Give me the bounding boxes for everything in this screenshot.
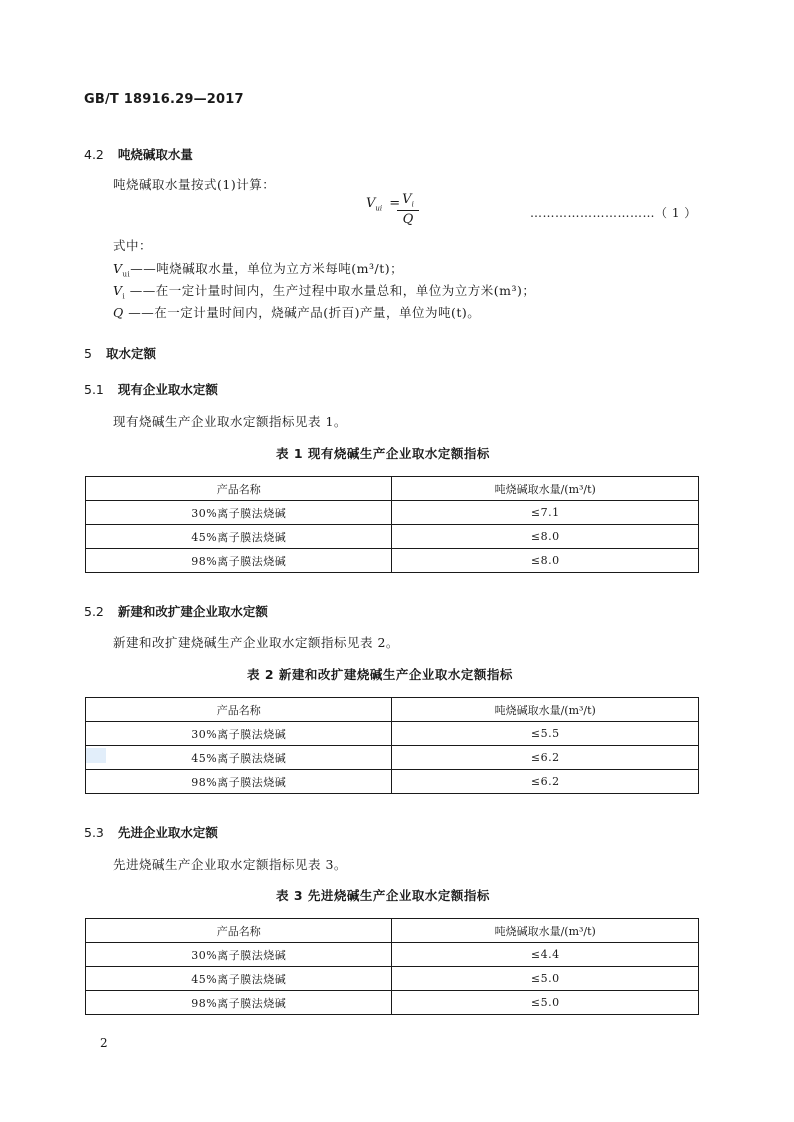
- column-header: 产品名称: [86, 477, 392, 501]
- section-heading-5: 5 取水定额: [84, 346, 156, 361]
- table-cell: ≤4.4: [392, 943, 699, 967]
- column-header: 吨烧碱取水量/(m³/t): [392, 919, 699, 943]
- table-cell: 30%离子膜法烧碱: [86, 722, 392, 746]
- column-header: 吨烧碱取水量/(m³/t): [392, 477, 699, 501]
- table-header-row: [86, 477, 699, 501]
- watermark-mark: [86, 748, 106, 763]
- section-text: 现有烧碱生产企业取水定额指标见表 1。: [113, 414, 347, 429]
- table-cell: ≤6.2: [392, 770, 699, 794]
- table-row: [86, 722, 699, 746]
- section-number: 4.2: [84, 147, 104, 162]
- table-header-row: [86, 919, 699, 943]
- table-header-row: [86, 698, 699, 722]
- page-number: 2: [100, 1036, 108, 1050]
- table-cell: 45%离子膜法烧碱: [86, 967, 392, 991]
- table-row: [86, 746, 699, 770]
- equation-number: …………………………（ 1 ）: [530, 206, 697, 220]
- section-heading-5-3: 5.3 先进企业取水定额: [84, 825, 218, 840]
- table-cell: ≤8.0: [392, 525, 699, 549]
- table-cell: 45%离子膜法烧碱: [86, 746, 392, 770]
- section-heading-5-2: 5.2 新建和改扩建企业取水定额: [84, 604, 268, 619]
- section-title: 吨烧碱取水量: [117, 147, 193, 162]
- column-header: 产品名称: [86, 698, 392, 722]
- where-label: 式中：: [113, 238, 153, 253]
- table-cell: ≤5.0: [392, 967, 699, 991]
- standard-number: GB/T 18916.29—2017: [84, 92, 244, 107]
- section-heading-5-1: 5.1 现有企业取水定额: [84, 382, 218, 397]
- table-row: [86, 501, 699, 525]
- formula-lhs: $V_{ui}$ =: [366, 196, 401, 213]
- definition-item: $V_i$ ——在一定计量时间内，生产过程中取水量总和，单位为立方米(m³)；: [113, 283, 536, 301]
- water-quota-table-2: [85, 697, 699, 794]
- water-quota-table-3: [85, 918, 699, 1015]
- table-cell: 30%离子膜法烧碱: [86, 501, 392, 525]
- section-text: 先进烧碱生产企业取水定额指标见表 3。: [113, 857, 347, 872]
- table-cell: ≤5.5: [392, 722, 699, 746]
- table-caption: 表 1 现有烧碱生产企业取水定额指标: [276, 446, 490, 461]
- table-caption: 表 2 新建和改扩建烧碱生产企业取水定额指标: [247, 667, 513, 682]
- table-row: [86, 991, 699, 1015]
- table-caption: 表 3 先进烧碱生产企业取水定额指标: [276, 888, 490, 903]
- table-cell: 45%离子膜法烧碱: [86, 525, 392, 549]
- column-header: 产品名称: [86, 919, 392, 943]
- table-cell: 98%离子膜法烧碱: [86, 991, 392, 1015]
- definition-item: $V_{ui}——$吨烧碱取水量，单位为立方米每吨(m³/t)；: [113, 261, 404, 279]
- table-row: [86, 525, 699, 549]
- formula-fraction: $V_i$ Q: [397, 192, 419, 227]
- table-cell: ≤7.1: [392, 501, 699, 525]
- table-cell: ≤5.0: [392, 991, 699, 1015]
- water-quota-table-1: [85, 476, 699, 573]
- section-heading-4-2: [84, 145, 193, 163]
- table-row: [86, 770, 699, 794]
- column-header: 吨烧碱取水量/(m³/t): [392, 698, 699, 722]
- table-row: [86, 967, 699, 991]
- definition-item: Q ——在一定计量时间内，烧碱产品(折百)产量，单位为吨(t)。: [113, 305, 481, 320]
- table-cell: ≤6.2: [392, 746, 699, 770]
- table-cell: 30%离子膜法烧碱: [86, 943, 392, 967]
- section-text: 新建和改扩建烧碱生产企业取水定额指标见表 2。: [113, 635, 399, 650]
- table-row: [86, 549, 699, 573]
- formula-intro: 吨烧碱取水量按式(1)计算：: [113, 177, 276, 192]
- table-row: [86, 943, 699, 967]
- table-cell: 98%离子膜法烧碱: [86, 770, 392, 794]
- table-cell: ≤8.0: [392, 549, 699, 573]
- table-cell: 98%离子膜法烧碱: [86, 549, 392, 573]
